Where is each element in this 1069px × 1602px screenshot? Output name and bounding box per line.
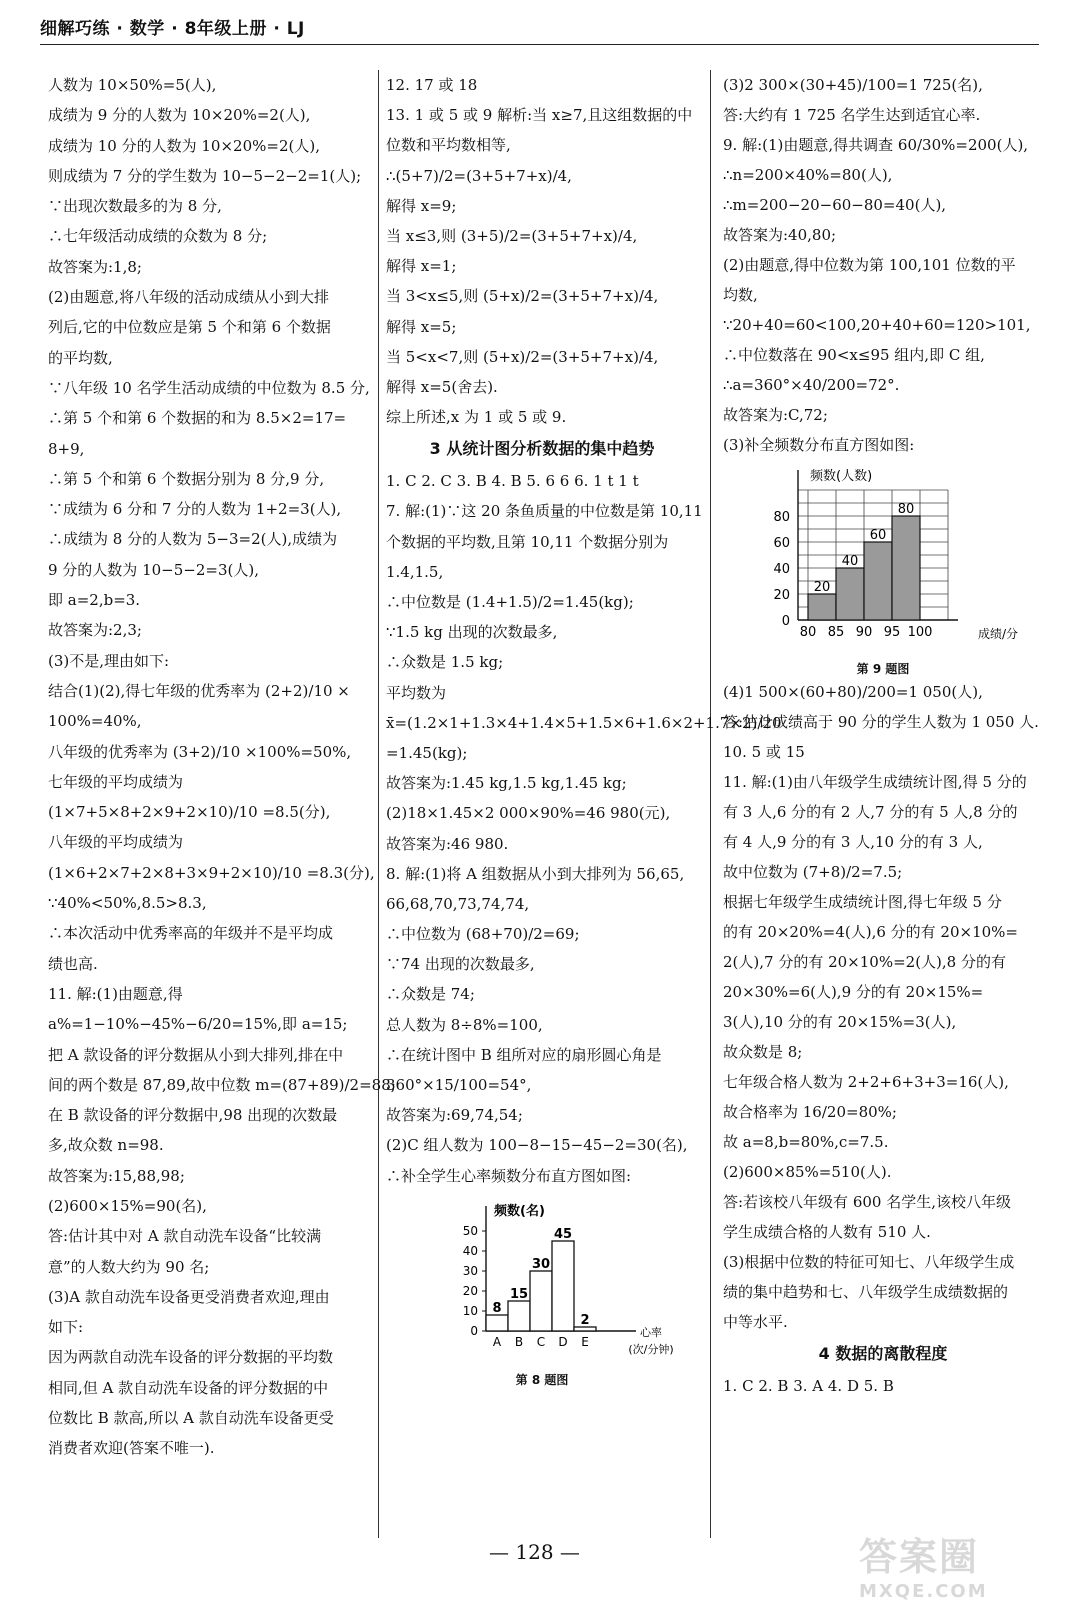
text-line: 有 3 人,6 分的有 2 人,7 分的有 5 人,8 分的 xyxy=(723,803,1018,821)
y-axis-label: 频数(人数) xyxy=(810,469,873,484)
col3-last-line: 1. C 2. B 3. A 4. D 5. B xyxy=(723,1377,894,1395)
histogram-bar xyxy=(836,568,864,620)
text-line: 消费者欢迎(答案不唯一). xyxy=(48,1439,215,1458)
text-line: ∴中位数是 (1.4+1.5)/2=1.45(kg); xyxy=(386,593,634,611)
text-line: 10. 5 或 15 xyxy=(723,743,805,761)
section-4-title: 4 数据的离散程度 xyxy=(818,1344,948,1363)
text-line: ∵1.5 kg 出现的次数最多, xyxy=(386,623,558,642)
text-line: (2)18×1.45×2 000×90%=46 980(元), xyxy=(386,804,671,823)
text-line: 12. 17 或 18 xyxy=(386,76,478,94)
text-line: 个数据的平均数,且第 10,11 个数据分别为 xyxy=(386,532,669,551)
text-line: 七年级合格人数为 2+2+6+3+3=16(人), xyxy=(723,1073,1009,1091)
text-line: 中等水平. xyxy=(723,1313,788,1331)
text-line: 7. 解:(1)∵这 20 条鱼质量的中位数是第 10,11 xyxy=(386,502,703,521)
text-line: ∴a=360°×40/200=72°. xyxy=(723,376,900,394)
text-line: 把 A 款设备的评分数据从小到大排列,排在中 xyxy=(48,1045,344,1064)
text-line: 即 a=2,b=3. xyxy=(48,591,141,610)
text-line: 的有 20×20%=4(人),6 分的有 20×10%= xyxy=(723,923,1018,941)
text-line: 有 4 人,9 分的有 3 人,10 分的有 3 人, xyxy=(723,833,983,851)
text-line: ∵40%<50%,8.5>8.3, xyxy=(48,894,207,913)
text-line: 绩的集中趋势和七、八年级学生成绩数据的 xyxy=(723,1283,1009,1301)
col3-bottom-block xyxy=(723,677,1043,1337)
text-line: 13. 1 或 5 或 9 解析:当 x≥7,且这组数据的中 xyxy=(386,106,693,125)
y-tick-label: 50 xyxy=(462,1223,478,1238)
text-line: 故答案为:C,72; xyxy=(723,406,828,424)
text-line: ∵20+40=60<100,20+40+60=120>101, xyxy=(723,316,1031,334)
bar-value-label: 80 xyxy=(897,502,915,517)
x-category-label: A xyxy=(492,1334,502,1349)
y-tick-label: 0 xyxy=(781,614,790,629)
x-tick-label: 95 xyxy=(883,625,901,640)
column-1 xyxy=(48,70,396,1464)
column-divider xyxy=(378,70,379,1538)
y-tick-label: 60 xyxy=(773,536,790,551)
x-axis-label: 心率 xyxy=(640,1325,662,1339)
text-line: 故合格率为 16/20=80%; xyxy=(723,1103,897,1121)
text-line: (2)由题意,得中位数为第 100,101 位数的平 xyxy=(723,256,1016,274)
text-line: 答:大约有 1 725 名学生达到适宜心率. xyxy=(723,106,981,124)
text-line: 多,故众数 n=98. xyxy=(48,1136,164,1155)
text-line: 结合(1)(2),得七年级的优秀率为 (2+2)/10 × xyxy=(48,681,350,700)
text-line: ∴在统计图中 B 组所对应的扇形圆心角是 xyxy=(386,1045,662,1064)
text-line: 列后,它的中位数应是第 5 个和第 6 个数据 xyxy=(48,318,331,337)
histogram-bar xyxy=(808,594,836,620)
text-line: 2(人),7 分的有 20×10%=2(人),8 分的有 xyxy=(723,953,1006,971)
text-line: ∴第 5 个和第 6 个数据分别为 8 分,9 分, xyxy=(48,469,325,488)
x-axis-label: 成绩/分 xyxy=(977,627,1019,641)
text-line: 1.4,1.5, xyxy=(386,562,444,581)
text-line: (4)1 500×(60+80)/200=1 050(人), xyxy=(723,683,983,701)
text-line: 学生成绩合格的人数有 510 人. xyxy=(723,1223,931,1241)
text-line: 绩也高. xyxy=(48,954,98,973)
column-divider xyxy=(710,70,711,1538)
histogram-bar xyxy=(486,1315,508,1331)
figure-8 xyxy=(386,1191,698,1388)
text-line: 八年级的平均成绩为 xyxy=(48,833,184,852)
text-line: ∴众数是 74; xyxy=(386,985,475,1004)
text-line: ∴中位数落在 90<x≤95 组内,即 C 组, xyxy=(723,346,985,364)
y-tick-label: 80 xyxy=(773,510,790,525)
text-line: 11. 解:(1)由题意,得 xyxy=(48,984,183,1003)
x-axis-unit: (次/分钟) xyxy=(628,1342,674,1356)
text-line: 间的两个数是 87,89,故中位数 m=(87+89)/2=88; xyxy=(48,1075,396,1094)
text-line: (1×6+2×7+2×8+3×9+2×10)/10 =8.3(分), xyxy=(48,863,375,882)
text-line: 总人数为 8÷8%=100, xyxy=(386,1015,543,1034)
text-line: 当 3<x≤5,则 (5+x)/2=(3+5+7+x)/4, xyxy=(386,287,659,306)
text-line: ∴补全学生心率频数分布直方图如图: xyxy=(386,1166,632,1185)
text-line: ∵八年级 10 名学生活动成绩的中位数为 8.5 分, xyxy=(48,378,370,397)
col2-top-block xyxy=(386,70,698,432)
y-tick-label: 40 xyxy=(462,1243,478,1258)
chart-8 xyxy=(386,1191,686,1371)
text-line: (3)不是,理由如下: xyxy=(48,651,170,670)
text-line: ∴第 5 个和第 6 个数据的和为 8.5×2=17= xyxy=(48,409,347,428)
text-line: ∴本次活动中优秀率高的年级并不是平均成 xyxy=(48,924,334,943)
x-tick-label: 90 xyxy=(855,625,873,640)
text-line: 解得 x=1; xyxy=(386,257,457,276)
text-line: =1.45(kg); xyxy=(386,743,468,762)
text-line: ∵74 出现的次数最多, xyxy=(386,955,535,974)
page-header: 细解巧练 · 数学 · 8年级上册 · LJ xyxy=(40,19,305,39)
y-axis-label: 频数(名) xyxy=(494,1203,545,1219)
y-tick-label: 0 xyxy=(470,1323,478,1338)
text-line: 20×30%=6(人),9 分的有 20×15%= xyxy=(723,983,984,1001)
text-line: 八年级的优秀率为 (3+2)/10 ×100%=50%, xyxy=(48,742,352,761)
column-3 xyxy=(723,70,1043,1402)
text-line: (3)根据中位数的特征可知七、八年级学生成 xyxy=(723,1253,1015,1271)
text-line: (3)A 款自动洗车设备更受消费者欢迎,理由 xyxy=(48,1287,330,1306)
text-line: 如下: xyxy=(48,1318,84,1337)
text-line: 3(人),10 分的有 20×15%=3(人), xyxy=(723,1013,957,1031)
text-line: 在 B 款设备的评分数据中,98 出现的次数最 xyxy=(48,1106,338,1125)
text-line: ∴中位数为 (68+70)/2=69; xyxy=(386,925,580,944)
text-line: 11. 解:(1)由八年级学生成绩统计图,得 5 分的 xyxy=(723,773,1027,791)
text-line: 答:若该校八年级有 600 名学生,该校八年级 xyxy=(723,1193,1011,1211)
text-line: 相同,但 A 款自动洗车设备的评分数据的中 xyxy=(48,1378,329,1397)
x-category-label: E xyxy=(581,1334,589,1349)
text-line: 故答案为:2,3; xyxy=(48,621,142,640)
text-line: x̄=(1.2×1+1.3×4+1.4×5+1.5×6+1.6×2+1.7×2)/20 xyxy=(386,713,782,732)
text-line: 9. 解:(1)由题意,得共调查 60/30%=200(人), xyxy=(723,136,1029,154)
bar-value-label: 60 xyxy=(869,528,887,543)
bar-value-label: 45 xyxy=(553,1226,573,1242)
text-line: 答:估计成绩高于 90 分的学生人数为 1 050 人. xyxy=(723,713,1039,731)
text-line: (1×7+5×8+2×9+2×10)/10 =8.5(分), xyxy=(48,803,331,822)
text-line: 8+9, xyxy=(48,439,85,458)
text-line: ∵成绩为 6 分和 7 分的人数为 1+2=3(人), xyxy=(48,500,342,519)
text-line: 解得 x=9; xyxy=(386,196,457,215)
bar-value-label: 20 xyxy=(813,580,831,595)
x-category-label: D xyxy=(558,1334,568,1349)
histogram-bar xyxy=(552,1241,574,1331)
text-line: (2)C 组人数为 100−8−15−45−2=30(名), xyxy=(386,1136,688,1155)
text-line: 360°×15/100=54°, xyxy=(386,1076,532,1094)
figure-9 xyxy=(723,460,1043,677)
text-line: 成绩为 10 分的人数为 10×20%=2(人), xyxy=(48,136,320,155)
text-line: 故答案为:46 980. xyxy=(386,834,509,853)
text-line: 人数为 10×50%=5(人), xyxy=(48,76,217,94)
text-line: (3)2 300×(30+45)/100=1 725(名), xyxy=(723,76,983,94)
text-line: 故 a=8,b=80%,c=7.5. xyxy=(723,1133,889,1151)
text-line: 解得 x=5(舍去). xyxy=(386,377,498,396)
text-line: ∴七年级活动成绩的众数为 8 分; xyxy=(48,227,268,246)
text-line: 故答案为:15,88,98; xyxy=(48,1166,185,1185)
bar-value-label: 8 xyxy=(492,1300,502,1316)
text-line: 的平均数, xyxy=(48,348,113,367)
figure-9-caption: 第 9 题图 xyxy=(856,662,910,676)
y-tick-label: 10 xyxy=(462,1303,478,1318)
text-line: 则成绩为 7 分的学生数为 10−5−2−2=1(人); xyxy=(48,166,362,185)
text-line: 当 5<x<7,则 (5+x)/2=(3+5+7+x)/4, xyxy=(386,347,659,366)
histogram-bar xyxy=(864,542,892,620)
y-tick-label: 40 xyxy=(773,562,790,577)
text-line: 解得 x=5; xyxy=(386,317,457,336)
text-line: 当 x≤3,则 (3+5)/2=(3+5+7+x)/4, xyxy=(386,226,638,245)
y-tick-label: 30 xyxy=(462,1263,478,1278)
text-line: 故答案为:1,8; xyxy=(48,257,142,276)
text-line: ∴(5+7)/2=(3+5+7+x)/4, xyxy=(386,166,572,185)
x-category-label: C xyxy=(536,1334,546,1349)
text-line: 七年级的平均成绩为 xyxy=(48,772,184,791)
text-line: (2)由题意,将八年级的活动成绩从小到大排 xyxy=(48,288,330,307)
header-rule xyxy=(40,44,1039,45)
bar-value-label: 30 xyxy=(531,1256,551,1272)
text-line: a%=1−10%−45%−6/20=15%,即 a=15; xyxy=(48,1015,348,1034)
bar-value-label: 2 xyxy=(580,1312,590,1328)
text-line: 意”的人数大约为 90 名; xyxy=(48,1257,210,1276)
y-tick-label: 20 xyxy=(462,1283,478,1298)
text-line: ∴成绩为 8 分的人数为 5−3=2(人),成绩为 xyxy=(48,530,338,549)
text-line: 综上所述,x 为 1 或 5 或 9. xyxy=(386,408,567,427)
text-line: 根据七年级学生成绩统计图,得七年级 5 分 xyxy=(723,893,1002,911)
x-tick-label: 100 xyxy=(907,625,933,640)
text-line: 8. 解:(1)将 A 组数据从小到大排列为 56,65, xyxy=(386,864,685,883)
watermark xyxy=(859,1526,1039,1602)
x-category-label: B xyxy=(514,1334,524,1349)
text-line: 故答案为:40,80; xyxy=(723,226,837,244)
text-line: 66,68,70,73,74,74, xyxy=(386,894,530,913)
text-line: 成绩为 9 分的人数为 10×20%=2(人), xyxy=(48,106,311,125)
text-line: ∴m=200−20−60−80=40(人), xyxy=(723,196,947,214)
figure-8-caption: 第 8 题图 xyxy=(515,1372,569,1387)
text-line: (2)600×85%=510(人). xyxy=(723,1163,892,1181)
section-3-title: 3 从统计图分析数据的集中趋势 xyxy=(429,439,655,459)
text-line: 故答案为:1.45 kg,1.5 kg,1.45 kg; xyxy=(386,774,627,793)
x-tick-label: 85 xyxy=(827,625,845,640)
text-line: 位数和平均数相等, xyxy=(386,136,511,155)
text-line: 故众数是 8; xyxy=(723,1043,803,1061)
y-tick-label: 20 xyxy=(773,588,790,603)
histogram-bar xyxy=(892,516,920,620)
page-number: — 128 — xyxy=(489,1540,580,1564)
bar-value-label: 15 xyxy=(509,1286,529,1302)
chart-9 xyxy=(723,460,1023,660)
histogram-bar xyxy=(508,1301,530,1331)
text-line: 100%=40%, xyxy=(48,712,142,731)
text-line: ∵出现次数最多的为 8 分, xyxy=(48,197,222,216)
text-line: 9 分的人数为 10−5−2=3(人), xyxy=(48,560,259,579)
text-line: 答:估计其中对 A 款自动洗车设备“比较满 xyxy=(48,1227,322,1246)
text-line: 因为两款自动洗车设备的评分数据的平均数 xyxy=(48,1348,334,1367)
watermark-title: 答案圈 xyxy=(859,1535,980,1579)
text-line: 均数, xyxy=(723,286,758,304)
histogram-bar xyxy=(530,1271,552,1331)
text-line: ∴n=200×40%=80(人), xyxy=(723,166,893,184)
text-line: 平均数为 xyxy=(386,683,447,702)
text-line: 故答案为:69,74,54; xyxy=(386,1106,523,1125)
text-line: 位数比 B 款高,所以 A 款自动洗车设备更受 xyxy=(48,1409,334,1428)
x-tick-label: 80 xyxy=(799,625,817,640)
col3-top-block xyxy=(723,70,1043,460)
bar-value-label: 40 xyxy=(841,554,859,569)
text-line: 故中位数为 (7+8)/2=7.5; xyxy=(723,863,903,881)
text-line: ∴众数是 1.5 kg; xyxy=(386,653,504,672)
text-line: 1. C 2. C 3. B 4. B 5. 6 6 6. 1 t 1 t xyxy=(386,472,639,491)
text-line: (2)600×15%=90(名), xyxy=(48,1196,207,1215)
text-line: (3)补全频数分布直方图如图: xyxy=(723,436,915,454)
watermark-url: MXQE.COM xyxy=(859,1581,988,1602)
